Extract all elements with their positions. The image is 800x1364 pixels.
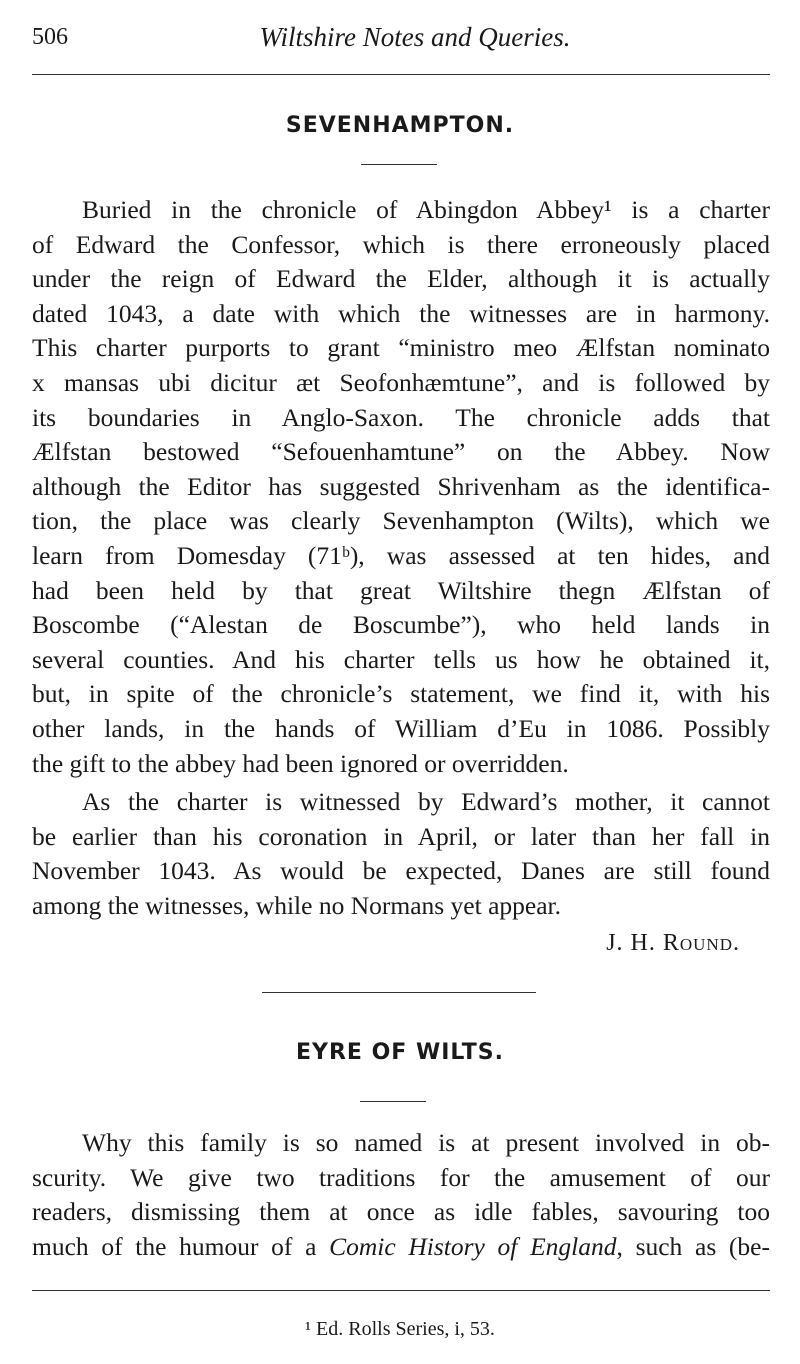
book-title: Comic History of England xyxy=(329,1232,617,1261)
article-separator xyxy=(262,992,536,993)
text-line: scurity. We give two traditions for the amusement of our xyxy=(32,1162,770,1192)
author-signature: J. H. Round. xyxy=(606,930,740,956)
footnote-rule xyxy=(32,1290,770,1291)
text-line xyxy=(32,1232,770,1262)
text-line: its boundaries in Anglo-Saxon. The chronicle adds that xyxy=(32,402,770,432)
text-line: Buried in the chronicle of Abingdon Abbey¹ is a charter xyxy=(82,195,770,224)
page-number: 506 xyxy=(32,24,68,50)
text-line: tion, the place was clearly Sevenhampton (Wilts), which we xyxy=(32,506,770,536)
text-line: x mansas ubi dicitur æt Seofonhæmtune”, and is followed by xyxy=(32,368,770,397)
title-divider xyxy=(361,164,437,165)
text-line: other lands, in the hands of William d’Eu in 1086. Possibly xyxy=(32,714,770,743)
text-line: dated 1043, a date with which the witnesses are in harmony. xyxy=(32,298,770,328)
text-line: among the witnesses, while no Normans yet appear. xyxy=(32,890,562,920)
text-line: This charter purports to grant “ministro meo Ælfstan nominato xyxy=(32,333,770,363)
header-rule xyxy=(32,74,770,75)
text-segment: much of the humour of a xyxy=(32,1232,330,1261)
text-line: Why this family is so named is at present involved in ob- xyxy=(82,1128,770,1157)
text-line: Ælfstan bestowed “Sefouenhamtune” on the Abbey. Now xyxy=(32,437,770,467)
text-line: be earlier than his coronation in April, or later than her fall in xyxy=(32,821,770,851)
text-segment: , such as (be- xyxy=(616,1232,770,1261)
text-line: November 1043. As would be expected, Danes are still found xyxy=(32,856,770,886)
text-line: had been held by that great Wiltshire thegn Ælfstan of xyxy=(32,575,770,605)
text-line: under the reign of Edward the Elder, although it is actually xyxy=(32,264,770,294)
running-title: Wiltshire Notes and Queries. xyxy=(259,22,571,52)
title-divider xyxy=(360,1101,426,1102)
article-title-sevenhampton: SEVENHAMPTON. xyxy=(285,113,515,138)
text-line: Boscombe (“Alestan de Boscumbe”), who held lands in xyxy=(32,610,770,640)
text-line: learn from Domesday (71ᵇ), was assessed at ten hides, and xyxy=(32,541,770,570)
text-line: but, in spite of the chronicle’s statement, we find it, with his xyxy=(32,679,770,709)
text-line: several counties. And his charter tells us how he obtained it, xyxy=(32,644,770,674)
text-line: readers, dismissing them at once as idle fables, savouring too xyxy=(32,1197,770,1227)
text-line: the gift to the abbey had been ignored or overridden. xyxy=(32,748,569,778)
text-line: although the Editor has suggested Shrivenham as the identifica- xyxy=(32,471,770,501)
article-title-eyre-of-wilts: EYRE OF WILTS. xyxy=(295,1040,504,1065)
footnote: ¹ Ed. Rolls Series, i, 53. xyxy=(305,1318,495,1340)
text-line: As the charter is witnessed by Edward’s mother, it cannot xyxy=(82,787,770,816)
text-line: of Edward the Confessor, which is there erroneously placed xyxy=(32,229,770,259)
